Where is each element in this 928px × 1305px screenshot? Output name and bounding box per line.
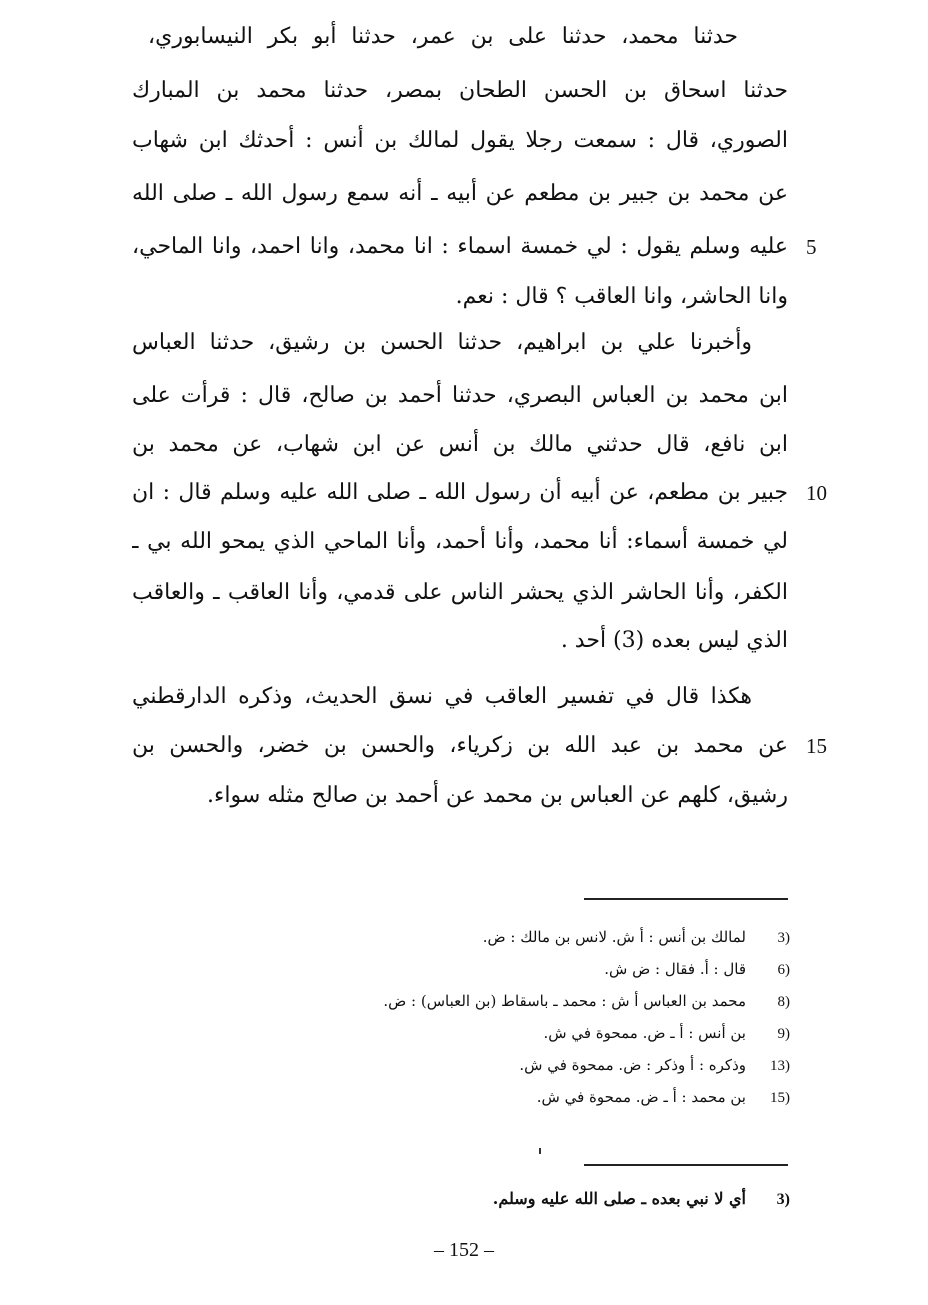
body-line-2: حدثنا اسحاق بن الحسن الطحان بمصر، حدثنا محمد بن المبارك [132, 78, 788, 103]
body-line-7: وأخبرنا علي بن ابراهيم، حدثنا الحسن بن رشيق، حدثنا العباس [132, 330, 752, 355]
footnote-rule [584, 898, 788, 900]
variant-note-number: 8) [777, 994, 790, 1010]
variant-note-text: قال : أ. فقال : ض ش. [604, 960, 746, 978]
variant-note-5 [300, 1052, 790, 1079]
line-number-5: 5 [806, 235, 817, 259]
body-line-13: الذي ليس بعده (3) أحد . [560, 628, 788, 653]
body-line-11: لي خمسة أسماء: أنا محمد، وأنا أحمد، وأنا الماحي الذي يمحو الله بي ـ [132, 529, 788, 554]
line-number-15: 15 [806, 734, 827, 758]
explanatory-note-text: أي لا نبي بعده ـ صلى الله عليه وسلم. [492, 1189, 746, 1208]
variant-note-3 [300, 988, 790, 1015]
variant-note-text: محمد بن العباس أ ش : محمد ـ باسقاط (بن العباس) : ض. [383, 992, 746, 1010]
body-line-5: عليه وسلم يقول : لي خمسة اسماء : انا محمد، وانا احمد، وانا الماحي، [132, 234, 788, 259]
body-line-14: هكذا قال في تفسير العاقب في نسق الحديث، وذكره الدارقطني [132, 684, 752, 709]
variant-note-6 [300, 1084, 790, 1111]
variant-note-text: وذكره : أ وذكر : ض. ممحوة في ش. [519, 1056, 746, 1074]
body-line-8: ابن محمد بن العباس البصري، حدثنا أحمد بن صالح، قال : قرأت على [132, 383, 788, 408]
body-line-16: رشيق، كلهم عن العباس بن محمد عن أحمد بن صالح مثله سواء. [207, 783, 788, 808]
variant-note-text: بن محمد : أ ـ ض. ممحوة في ش. [536, 1088, 746, 1106]
variant-note-4 [300, 1020, 790, 1047]
body-line-12: الكفر، وأنا الحاشر الذي يحشر الناس على قدمي، وأنا العاقب ـ والعاقب [132, 580, 788, 605]
explanatory-note [300, 1186, 790, 1213]
body-line-6: وانا الحاشر، وانا العاقب ؟ قال : نعم. [455, 284, 788, 309]
body-line-9: ابن نافع، قال حدثني مالك بن أنس عن ابن شهاب، عن محمد بن [132, 432, 788, 457]
variant-note-text: بن أنس : أ ـ ض. ممحوة في ش. [543, 1024, 746, 1042]
variant-note-1 [300, 924, 790, 951]
body-line-10: جبير بن مطعم، عن أبيه أن رسول الله ـ صلى الله عليه وسلم قال : ان [132, 480, 788, 505]
explanatory-rule [584, 1164, 788, 1166]
body-line-15: عن محمد بن عبد الله بن زكرياء، والحسن بن خضر، والحسن بن [132, 733, 788, 758]
variant-note-number: 13) [770, 1058, 790, 1074]
variant-note-number: 9) [777, 1026, 790, 1042]
page-number: – 152 – [434, 1239, 494, 1261]
line-number-10: 10 [806, 481, 827, 505]
body-line-1: حدثنا محمد، حدثنا على بن عمر، حدثنا أبو بكر النيسابوري، [148, 24, 738, 49]
variant-note-number: 6) [777, 962, 790, 978]
body-line-4: عن محمد بن جبير بن مطعم عن أبيه ـ أنه سمع رسول الله ـ صلى الله [132, 181, 788, 206]
variant-note-number: 15) [770, 1090, 790, 1106]
ink-speck [539, 1148, 541, 1154]
explanatory-note-number: 3) [776, 1191, 790, 1208]
variant-note-number: 3) [777, 930, 790, 946]
body-line-3: الصوري، قال : سمعت رجلا يقول لمالك بن أنس : أحدثك ابن شهاب [132, 128, 788, 153]
variant-note-2 [300, 956, 790, 983]
variant-note-text: لمالك بن أنس : أ ش. لانس بن مالك : ض. [482, 928, 746, 946]
